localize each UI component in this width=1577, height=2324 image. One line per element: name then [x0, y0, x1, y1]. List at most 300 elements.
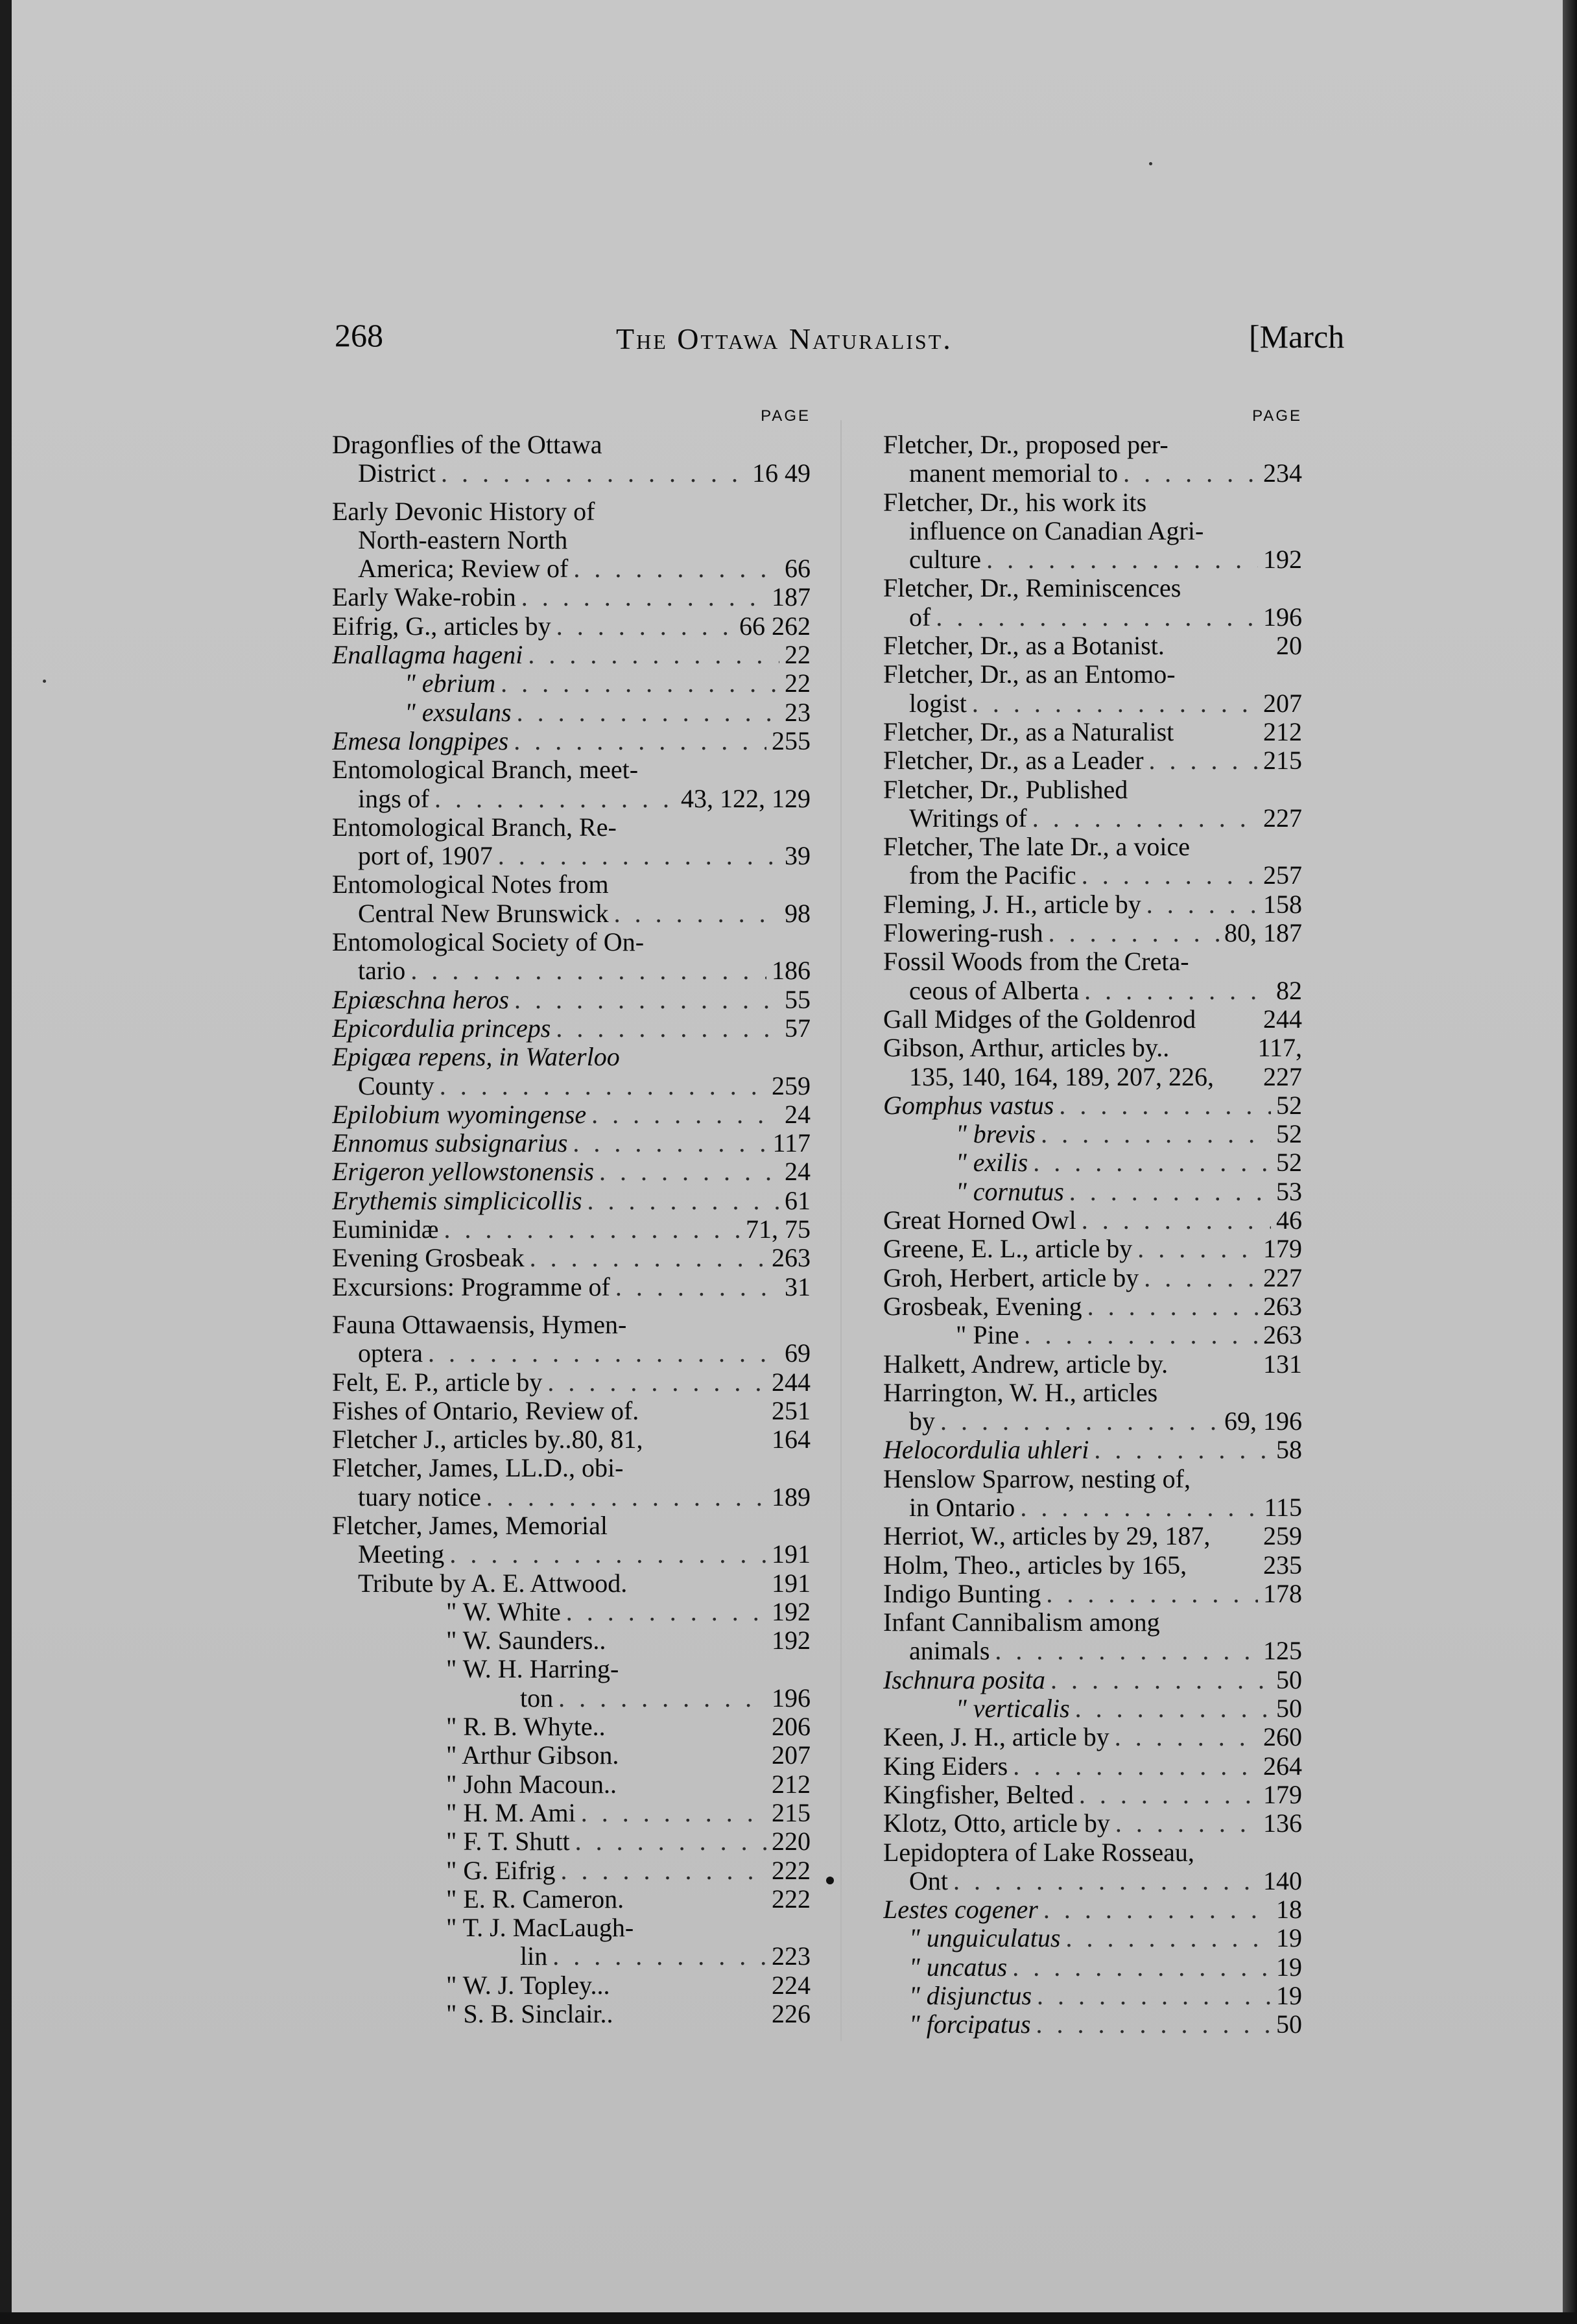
index-entry-text: Fletcher, Dr., his work its — [883, 488, 1147, 517]
index-entry-page: 179 — [1263, 1235, 1302, 1264]
index-entry-page: 226 — [772, 2000, 811, 2029]
index-entry-text: Ont — [909, 1866, 948, 1895]
index-entry-text: Infant Cannibalism among — [883, 1608, 1160, 1637]
index-entry — [332, 526, 811, 554]
index-entry-text: Epilobium wyomingense — [332, 1100, 587, 1129]
index-entry-page: 206 — [772, 1713, 811, 1742]
index-entry-text: " T. J. MacLaugh- — [446, 1914, 634, 1943]
index-entry-page: 207 — [772, 1741, 811, 1770]
index-entry — [883, 1982, 1302, 2010]
index-entry-text: " disjunctus — [909, 1982, 1032, 2011]
index-entry — [883, 632, 1302, 660]
index-entry-text: Indigo Bunting — [883, 1579, 1041, 1608]
index-entry-text: animals — [909, 1637, 990, 1666]
index-entry-page: 19 — [1276, 1982, 1302, 2011]
index-entry-page: 196 — [772, 1683, 811, 1713]
index-entry-page: 22 — [785, 641, 811, 670]
index-entry — [883, 1666, 1302, 1694]
index-entry — [332, 1014, 811, 1043]
index-entry-page: 140 — [1263, 1866, 1302, 1895]
index-entry-page: 222 — [772, 1856, 811, 1885]
index-entry-text: " Pine — [956, 1321, 1019, 1350]
dot-leader — [1046, 1580, 1258, 1608]
index-entry-text: Fletcher, Dr., Reminiscences — [883, 574, 1181, 603]
index-entry-text: North-eastern North — [358, 525, 568, 554]
page-number: 268 — [335, 317, 383, 353]
index-entry — [332, 698, 811, 727]
index-entry-page: 192 — [772, 1597, 811, 1626]
index-entry-text: 135, 140, 164, 189, 207, 226, — [909, 1062, 1214, 1091]
index-entry — [883, 1953, 1302, 1982]
dot-leader — [1149, 746, 1258, 775]
index-entry-list — [883, 431, 1302, 2039]
dot-leader — [953, 1867, 1258, 1895]
index-entry-page: 227 — [1263, 803, 1302, 833]
index-entry-text: King Eiders — [883, 1751, 1008, 1781]
index-entry-page: 117, — [1257, 1034, 1302, 1063]
index-entry-text: ings of — [358, 784, 429, 813]
index-entry-page: 115 — [1264, 1493, 1302, 1522]
index-entry-text: Henslow Sparrow, nesting of, — [883, 1464, 1191, 1493]
journal-title: The Ottawa Naturalist. — [616, 322, 953, 355]
index-entry — [883, 1005, 1302, 1034]
index-entry — [332, 1885, 811, 1914]
index-entry-page: 66 262 — [739, 611, 811, 641]
index-entry-page: 178 — [1263, 1579, 1302, 1608]
index-entry-page: 158 — [1263, 890, 1302, 919]
index-entry-page: 191 — [772, 1540, 811, 1569]
index-entry-page: 98 — [785, 899, 811, 928]
dot-leader — [1013, 1752, 1258, 1781]
index-entry — [883, 1206, 1302, 1235]
index-entry-text: " S. B. Sinclair.. — [446, 2000, 613, 2029]
index-entry-page: 53 — [1276, 1177, 1302, 1206]
index-column-right — [883, 402, 1302, 2039]
index-entry-page: 52 — [1276, 1091, 1302, 1120]
index-entry — [332, 1454, 811, 1482]
dot-leader — [528, 641, 779, 669]
index-entry — [883, 488, 1302, 517]
index-entry-page: 18 — [1276, 1895, 1302, 1925]
index-entry — [883, 1867, 1302, 1895]
index-entry-page: 255 — [772, 726, 811, 755]
dot-leader — [1020, 1493, 1259, 1522]
index-entry-page: 61 — [785, 1186, 811, 1215]
index-entry-text: by — [909, 1407, 935, 1436]
index-entry — [883, 804, 1302, 833]
index-entry-text: " W. H. Harring- — [446, 1655, 619, 1684]
index-entry — [332, 1512, 811, 1540]
index-entry-page: 71, 75 — [746, 1215, 811, 1244]
dot-leader — [449, 1540, 766, 1569]
index-entry — [332, 1741, 811, 1770]
index-entry-page: 19 — [1276, 1952, 1302, 1982]
index-entry — [883, 1063, 1302, 1091]
index-entry-text: Entomological Notes from — [332, 870, 609, 899]
index-entry — [332, 1244, 811, 1272]
index-entry — [883, 890, 1302, 919]
scan-border — [0, 2312, 1577, 2324]
dot-leader — [556, 612, 734, 641]
running-header — [0, 316, 1577, 375]
page-column-heading: PAGE — [1252, 407, 1302, 425]
index-entry-text: ton — [520, 1683, 554, 1713]
index-entry-page: 215 — [772, 1798, 811, 1827]
index-entry-text: Meeting — [358, 1540, 445, 1569]
index-entry-page: 220 — [772, 1827, 811, 1856]
dot-leader — [1082, 861, 1258, 890]
index-entry-text: District — [358, 459, 436, 488]
index-entry-page: 234 — [1263, 459, 1302, 488]
index-entry-text: Klotz, Otto, article by — [883, 1809, 1110, 1838]
index-entry-page: 46 — [1276, 1206, 1302, 1235]
dot-leader — [986, 545, 1258, 574]
index-entry-text: America; Review of — [358, 554, 569, 584]
index-entry-page: 251 — [772, 1396, 811, 1425]
index-entry-text: Flowering-rush — [883, 919, 1043, 948]
index-entry-text: Fishes of Ontario, Review of. — [332, 1396, 639, 1425]
index-entry-page: 52 — [1276, 1120, 1302, 1149]
index-entry-page: 50 — [1276, 1665, 1302, 1694]
index-entry-text: Harrington, W. H., articles — [883, 1378, 1158, 1407]
dot-leader — [1050, 1666, 1271, 1694]
index-entry — [332, 1129, 811, 1157]
index-entry-text: Great Horned Owl — [883, 1206, 1076, 1235]
index-entry-text: Grosbeak, Evening — [883, 1292, 1082, 1321]
dot-leader — [561, 1856, 766, 1885]
dot-leader — [501, 669, 779, 698]
dot-leader — [441, 459, 747, 488]
index-entry-text: Helocordulia uhleri — [883, 1436, 1089, 1465]
index-entry — [883, 1522, 1302, 1550]
index-entry — [883, 746, 1302, 775]
dot-leader — [1146, 890, 1258, 919]
index-entry-text: " R. B. Whyte.. — [446, 1713, 606, 1742]
index-entry-page: 257 — [1263, 861, 1302, 890]
index-entry — [332, 1856, 811, 1885]
index-entry-text: " cornutus — [956, 1177, 1064, 1206]
dot-leader — [440, 1072, 766, 1100]
index-entry-page: 52 — [1276, 1148, 1302, 1178]
dot-leader — [1084, 977, 1271, 1005]
index-entry-text: Writings of — [909, 803, 1027, 833]
index-entry-text: Entomological Society of On- — [332, 928, 645, 957]
index-entry-text: " exsulans — [405, 698, 512, 727]
dot-leader — [434, 785, 676, 813]
dot-leader — [1082, 1206, 1271, 1235]
issue-month: [March — [1249, 318, 1345, 355]
index-entry — [883, 660, 1302, 689]
index-entry-page: 192 — [1263, 545, 1302, 575]
index-entry — [883, 1350, 1302, 1379]
index-entry — [332, 1942, 811, 1971]
index-entry-page: 260 — [1263, 1723, 1302, 1752]
index-entry-list — [332, 431, 811, 2028]
index-entry-text: Greene, E. L., article by — [883, 1235, 1133, 1264]
dot-leader — [972, 689, 1258, 718]
dot-leader — [614, 899, 779, 928]
dot-leader — [1049, 919, 1219, 947]
index-entry — [883, 1436, 1302, 1464]
index-entry-text: Erigeron yellowstonensis — [332, 1157, 595, 1187]
dot-leader — [1115, 1723, 1258, 1751]
index-entry-text: " uncatus — [909, 1952, 1008, 1982]
index-entry-page: 117 — [772, 1129, 811, 1158]
index-entry-page: 58 — [1276, 1436, 1302, 1465]
index-entry — [883, 1895, 1302, 1924]
index-column-left — [332, 402, 811, 2028]
index-entry-page: 19 — [1276, 1924, 1302, 1953]
index-entry — [332, 755, 811, 784]
ink-blot — [826, 1877, 834, 1884]
index-entry-text: Groh, Herbert, article by — [883, 1263, 1139, 1292]
dot-leader — [587, 1187, 779, 1215]
index-entry — [883, 1608, 1302, 1637]
dot-leader — [575, 1827, 766, 1856]
index-entry-page: 259 — [1263, 1522, 1302, 1551]
dot-leader — [591, 1100, 779, 1129]
index-entry-text: Central New Brunswick — [358, 899, 609, 928]
index-entry-text: Eifrig, G., articles by — [332, 611, 551, 641]
index-entry — [883, 1379, 1302, 1407]
index-entry — [332, 842, 811, 870]
index-entry — [883, 977, 1302, 1005]
index-entry-page: 227 — [1263, 1062, 1302, 1091]
index-entry — [332, 785, 811, 813]
index-entry — [883, 1292, 1302, 1321]
index-entry-text: Kingfisher, Belted — [883, 1780, 1074, 1809]
index-entry-text: tuary notice — [358, 1482, 481, 1512]
index-entry — [332, 1425, 811, 1454]
dot-leader — [1012, 1953, 1271, 1982]
index-entry-page: 55 — [785, 985, 811, 1014]
index-entry-page: 50 — [1276, 2010, 1302, 2039]
index-entry-text: " W. Saunders.. — [446, 1626, 606, 1655]
dot-leader — [428, 1339, 779, 1368]
index-entry-text: Fletcher, The late Dr., a voice — [883, 833, 1191, 862]
index-entry-page: 80, 187 — [1224, 919, 1302, 948]
index-entry-page: 20 — [1276, 632, 1302, 661]
index-entry-page: 263 — [1263, 1292, 1302, 1321]
index-entry-page: 43, 122, 129 — [681, 784, 811, 813]
index-entry-text: Epiæschna heros — [332, 985, 509, 1014]
index-entry — [883, 517, 1302, 545]
index-entry-page: 164 — [772, 1425, 811, 1454]
index-entry-text: " Arthur Gibson. — [446, 1741, 619, 1770]
dot-leader — [1043, 1895, 1271, 1924]
index-entry-page: 31 — [785, 1272, 811, 1301]
index-entry-text: " W. J. Topley... — [446, 1971, 610, 2000]
index-entry-text: Ischnura posita — [883, 1665, 1045, 1694]
index-entry-text: Fleming, J. H., article by — [883, 890, 1141, 919]
index-entry-page: 192 — [772, 1626, 811, 1655]
index-entry — [883, 1551, 1302, 1580]
dot-leader — [1094, 1436, 1271, 1464]
index-entry-text: Lestes cogener — [883, 1895, 1038, 1925]
dot-leader — [1036, 2010, 1271, 2039]
index-entry-page: 235 — [1263, 1550, 1302, 1580]
dot-leader — [521, 583, 766, 611]
page-column-heading: PAGE — [761, 407, 811, 425]
index-entry — [883, 1321, 1302, 1349]
dot-leader — [514, 727, 766, 755]
index-entry-page: 136 — [1263, 1809, 1302, 1838]
index-entry-text: County — [358, 1071, 434, 1100]
dot-leader — [940, 1407, 1219, 1436]
index-entry-text: " John Macoun.. — [446, 1770, 617, 1799]
dot-leader — [1137, 1235, 1258, 1263]
index-entry — [883, 1580, 1302, 1608]
index-entry — [332, 1626, 811, 1655]
index-entry — [332, 1914, 811, 1942]
dot-leader — [530, 1244, 766, 1272]
index-entry-text: culture — [909, 545, 982, 575]
index-entry-page: 244 — [1263, 1004, 1302, 1034]
index-entry-text: port of, 1907 — [358, 842, 493, 871]
index-entry — [883, 1752, 1302, 1781]
dot-leader — [566, 1598, 766, 1626]
index-entry-page: 263 — [772, 1244, 811, 1273]
dot-leader — [573, 554, 779, 583]
index-entry-text: Early Wake-robin — [332, 583, 516, 612]
index-entry — [883, 1465, 1302, 1493]
index-entry-page: 222 — [772, 1884, 811, 1914]
dot-leader — [1115, 1809, 1258, 1838]
index-entry-page: 212 — [1263, 717, 1302, 746]
index-entry-text: Epigæa repens, in Waterloo — [332, 1043, 620, 1072]
dot-leader — [517, 698, 779, 727]
index-entry-text: " forcipatus — [909, 2010, 1031, 2039]
index-entry-page: 16 49 — [752, 459, 811, 488]
index-entry — [332, 870, 811, 899]
index-entry-page: 191 — [772, 1569, 811, 1598]
dot-leader — [1032, 804, 1258, 833]
index-entry-page: 23 — [785, 698, 811, 727]
index-entry-page: 224 — [772, 1971, 811, 2000]
index-entry-text: tario — [358, 956, 406, 986]
index-entry — [883, 1781, 1302, 1809]
index-entry — [332, 1187, 811, 1215]
index-entry-page: 179 — [1263, 1780, 1302, 1809]
index-entry — [883, 689, 1302, 718]
index-entry-text: from the Pacific — [909, 861, 1076, 890]
index-entry — [332, 1598, 811, 1626]
index-entry-text: Fletcher, Dr., as a Botanist. — [883, 632, 1165, 661]
index-entry — [332, 813, 811, 842]
index-entry — [332, 1684, 811, 1713]
index-entry-text: Fauna Ottawaensis, Hymen- — [332, 1310, 627, 1339]
index-entry — [883, 1838, 1302, 1867]
index-entry — [332, 1799, 811, 1827]
index-entry-page: 244 — [772, 1368, 811, 1397]
index-entry-text: Enallagma hageni — [332, 641, 523, 670]
index-entry-text: " ebrium — [405, 669, 496, 698]
index-entry — [332, 1827, 811, 1856]
index-entry — [332, 669, 811, 698]
index-entry-page: 223 — [772, 1942, 811, 1971]
index-entry-text: Erythemis simplicicollis — [332, 1186, 582, 1215]
index-entry-page: 187 — [772, 583, 811, 612]
index-entry — [332, 554, 811, 583]
index-entry-text: " brevis — [956, 1120, 1036, 1149]
index-entry — [883, 1034, 1302, 1062]
dot-leader — [1075, 1694, 1271, 1723]
dot-leader — [1065, 1924, 1271, 1952]
index-entry-text: " F. T. Shutt — [446, 1827, 570, 1856]
index-entry — [332, 1100, 811, 1129]
index-entry-text: Gibson, Arthur, articles by.. — [883, 1034, 1170, 1063]
index-entry-text: " G. Eifrig — [446, 1856, 556, 1885]
index-entry — [332, 1310, 811, 1339]
index-entry — [332, 928, 811, 956]
index-entry — [332, 1713, 811, 1741]
index-entry-text: Gall Midges of the Goldenrod — [883, 1004, 1196, 1034]
index-entry-page: 215 — [1263, 746, 1302, 776]
index-entry — [883, 1120, 1302, 1148]
index-entry-text: lin — [520, 1942, 548, 1971]
dot-leader — [1069, 1178, 1271, 1206]
index-entry-page: 227 — [1263, 1263, 1302, 1292]
dot-leader — [936, 603, 1258, 632]
index-entry-text: Fletcher, James, Memorial — [332, 1511, 608, 1540]
index-entry — [332, 1397, 811, 1425]
index-entry — [332, 1273, 811, 1301]
index-entry-page: 82 — [1276, 976, 1302, 1005]
index-entry-text: Gomphus vastus — [883, 1091, 1054, 1120]
index-entry — [332, 1339, 811, 1368]
index-entry-text: Fletcher, James, LL.D., obi- — [332, 1454, 624, 1483]
index-entry — [332, 612, 811, 641]
index-entry-text: Fletcher, Dr., as an Entomo- — [883, 660, 1176, 689]
index-entry-text: Fletcher J., articles by..80, 81, — [332, 1425, 643, 1454]
index-entry — [883, 574, 1302, 602]
index-entry-page: 259 — [772, 1071, 811, 1100]
index-entry — [332, 1368, 811, 1397]
index-entry-page: 189 — [772, 1482, 811, 1512]
index-entry-text: Keen, J. H., article by — [883, 1723, 1109, 1752]
dot-leader — [1059, 1091, 1271, 1120]
index-entry — [332, 1971, 811, 2000]
index-entry-text: influence on Canadian Agri- — [909, 516, 1204, 545]
index-entry-page: 196 — [1263, 602, 1302, 632]
index-entry — [883, 545, 1302, 574]
dot-leader — [1033, 1148, 1271, 1177]
index-entry — [883, 1091, 1302, 1120]
index-entry-text: " E. R. Cameron. — [446, 1884, 624, 1914]
index-entry-text: Excursions: Programme of — [332, 1272, 610, 1301]
index-entry — [883, 947, 1302, 976]
index-entry — [332, 459, 811, 488]
index-entry-page: 263 — [1263, 1321, 1302, 1350]
index-entry-text: " exilis — [956, 1148, 1028, 1178]
index-entry-text: Lepidoptera of Lake Rosseau, — [883, 1838, 1194, 1867]
index-entry-text: of — [909, 602, 931, 632]
index-entry — [883, 431, 1302, 459]
index-entry — [332, 1655, 811, 1683]
index-entry-page: 22 — [785, 669, 811, 698]
index-entry — [332, 1043, 811, 1071]
column-divider — [840, 420, 842, 2041]
index-entry-page: 69 — [785, 1339, 811, 1368]
dot-leader — [581, 1799, 766, 1827]
index-entry — [883, 776, 1302, 804]
index-entry-text: Emesa longpipes — [332, 726, 509, 755]
index-entry — [883, 1493, 1302, 1522]
dot-leader — [1041, 1120, 1271, 1148]
dot-leader — [552, 1942, 766, 1971]
index-entry-text: Euminidæ — [332, 1215, 439, 1244]
index-entry-page: 69, 196 — [1224, 1407, 1302, 1436]
